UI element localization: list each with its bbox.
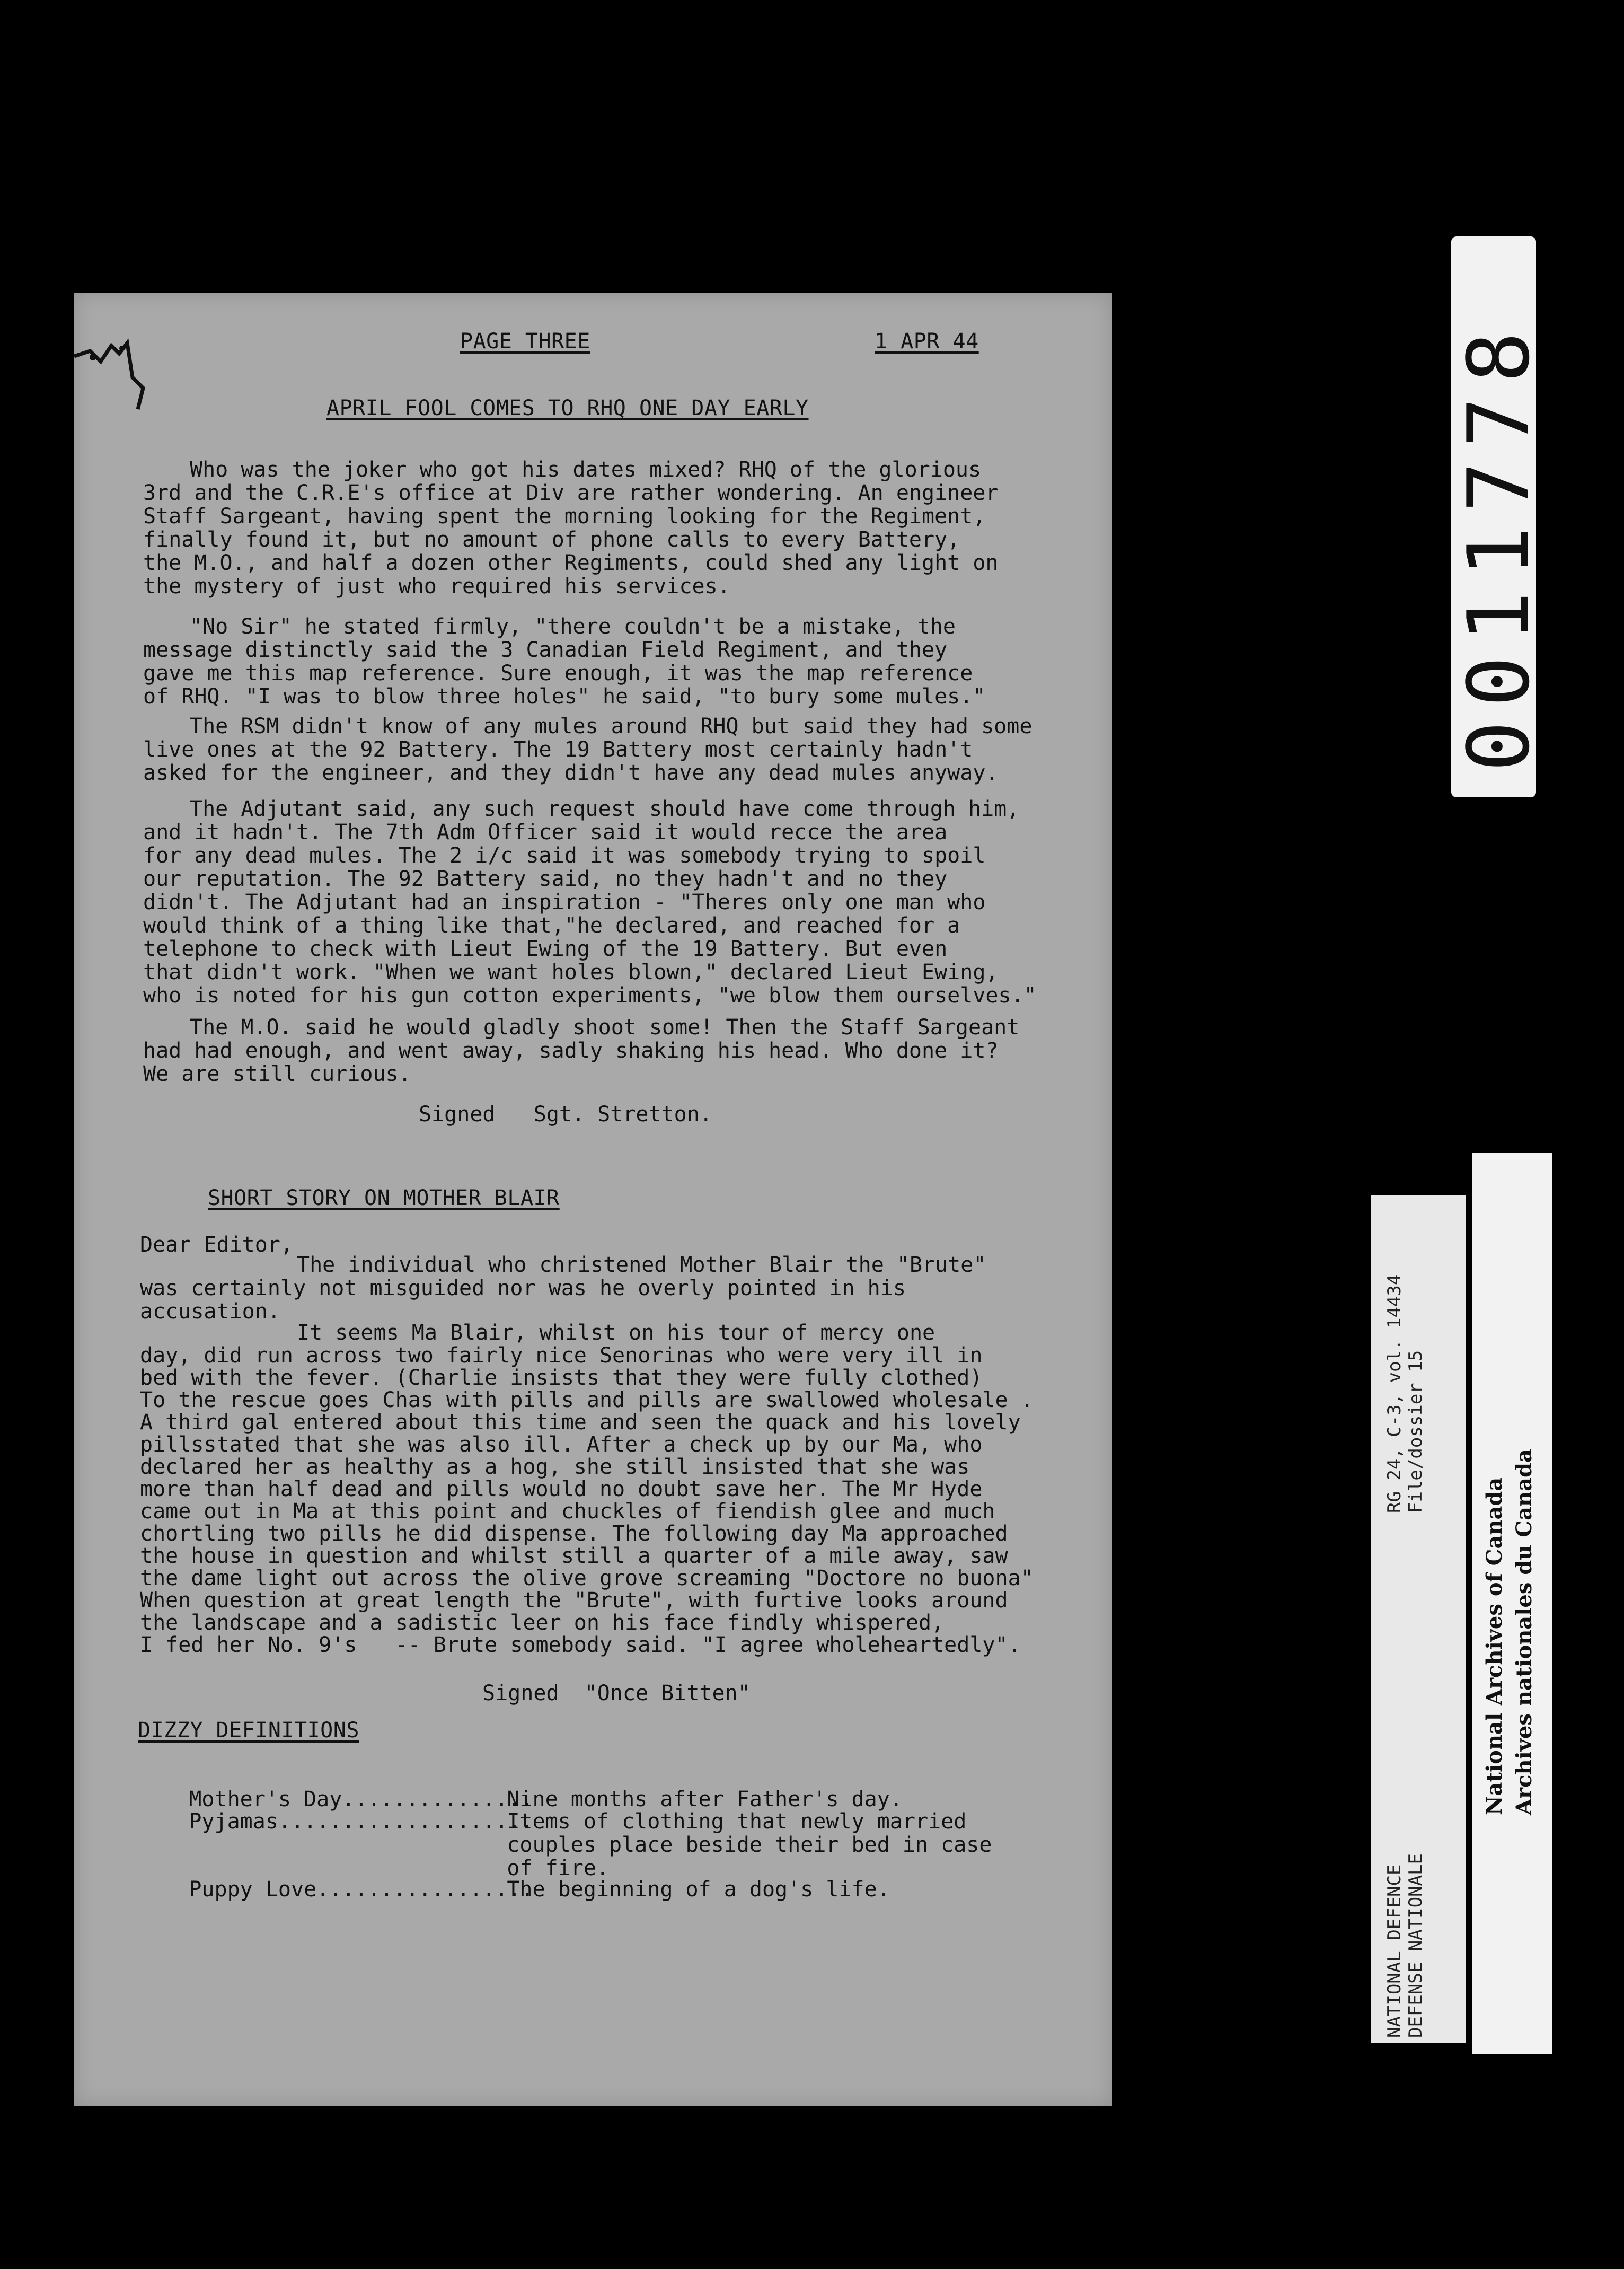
archives-name-fr: Archives nationales du Canada [1512, 1449, 1537, 1815]
paragraph: live ones at the 92 Battery. The 19 Battery most certainly hadn't asked for the engineer, and they didn't have any dead mules anyway. [143, 737, 999, 785]
paragraph: and it hadn't. The 7th Adm Officer said it would recce the area for any dead mules. The 2 i/c said it was somebody trying to spoil our reputation. The 92 Battery said, no they hadn't and no they didn't. The Adjutant had an inspiration - "Theres only one man who would think of a thing like that,"he declared, and reached for a telephone to check with Lieut Ewing of the 19 Battery. But even that didn't work. "When we want holes blown," declared Lieut Ewing, who is noted for his gun cotton experiments, "we blow them ourselves." [143, 820, 1037, 1008]
paragraph: was certainly not misguided nor was he overly pointed in his accusation. [140, 1276, 906, 1324]
department-line: DEFENSE NATIONALE [1405, 1853, 1426, 2038]
paragraph: The RSM didn't know of any mules around RHQ but said they had some [190, 714, 1032, 738]
paragraph: message distinctly said the 3 Canadian Field Regiment, and they gave me this map reference. Sure enough, it was the map reference of RHQ. "I was to blow three holes" he said, "to bury some mules." [143, 638, 986, 709]
definition-text: Nine months after Father's day. [507, 1787, 903, 1811]
paragraph: "No Sir" he stated firmly, "there couldn't be a mistake, the [190, 614, 956, 639]
salutation: Dear Editor, [140, 1233, 293, 1257]
frame-number: 0011778 [1449, 318, 1548, 772]
reference-line: RG 24, C-3, vol. 14434 [1384, 1274, 1405, 1513]
definition-term: Mother's Day............... [189, 1787, 534, 1811]
paragraph: had had enough, and went away, sadly shaking his head. Who done it? We are still curious. [143, 1039, 999, 1086]
section-title: DIZZY DEFINITIONS [138, 1718, 359, 1743]
archives-name-en: National Archives of Canada [1482, 1477, 1507, 1815]
definition-text: Items of clothing that newly married couples place beside their bed in case of fire. [507, 1809, 992, 1880]
issue-date: 1 APR 44 [875, 329, 979, 354]
paragraph: The Adjutant said, any such request should have come through him, [190, 797, 1020, 821]
paragraph: The individual who christened Mother Blair the "Brute" [297, 1253, 986, 1277]
torn-margin-mark [69, 324, 159, 422]
paragraph: Who was the joker who got his dates mixed? RHQ of the glorious [190, 458, 982, 482]
signature: Signed Sgt. Stretton. [419, 1102, 712, 1127]
department-line: NATIONAL DEFENCE [1384, 1864, 1405, 2038]
paragraph: day, did run across two fairly nice Senorinas who were very ill in bed with the fever. (Charlie insists that they were fully clothed) To the rescue goes Chas with pills and pills are swallowed wholesale . A third gal entered about this time and seen the quack and his lovely pillsstated that she was also ill. After a check up by our Ma, who declared her as healthy as a hog, she still insisted that she was more than half dead and pills would no doubt save her. The Mr Hyde came out in Ma at this point and chuckles of fiendish glee and much chortling two pills he did dispense. The following day Ma approached the house in question and whilst still a quarter of a mile away, saw the dame light out across the olive grove screaming "Doctore no buona" When question at great length the "Brute", with furtive looks around the landscape and a sadistic leer on his face findly whispered, I fed her No. 9's -- Brute somebody said. "I agree wholeheartedly". [140, 1343, 1034, 1657]
article-title: APRIL FOOL COMES TO RHQ ONE DAY EARLY [326, 396, 809, 420]
paragraph: The M.O. said he would gladly shoot some! Then the Staff Sargeant [190, 1015, 1020, 1040]
document-page [74, 293, 1112, 2106]
definition-row [138, 1854, 890, 1924]
paragraph: It seems Ma Blair, whilst on his tour of mercy one [297, 1321, 935, 1345]
page-label: PAGE THREE [460, 329, 590, 354]
definition-term: Puppy Love................. [189, 1877, 534, 1902]
definition-text: The beginning of a dog's life. [507, 1877, 890, 1902]
reference-line: File/dossier 15 [1405, 1350, 1426, 1513]
paragraph: 3rd and the C.R.E's office at Div are rather wondering. An engineer Staff Sargeant, having spent the morning looking for the Regiment, finally found it, but no amount of phone calls to every Battery, the M.O., and half a dozen other Regiments, could shed any light on the mystery of just who required his services. [143, 481, 999, 599]
archives-canada-label [1472, 1153, 1552, 2054]
article-title: SHORT STORY ON MOTHER BLAIR [208, 1186, 560, 1210]
definition-term: Pyjamas.................... [189, 1809, 534, 1834]
archive-reference-label [1371, 1195, 1466, 2043]
frame-number-stamp [1449, 236, 1548, 797]
signature: Signed "Once Bitten" [482, 1681, 751, 1705]
